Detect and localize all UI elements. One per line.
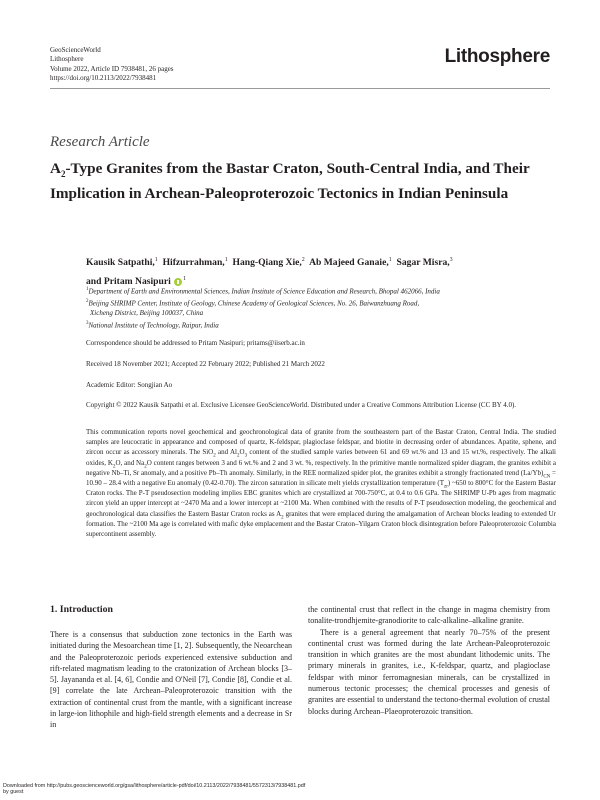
download-user: by guest	[3, 789, 24, 796]
doi-link[interactable]: https://doi.org/10.2113/2022/7938481	[50, 74, 157, 83]
author-name: and Pritam Nasipuri	[86, 276, 171, 288]
title-rest: -Type Granites from the Bastar Craton, South-Central India, and Their Implication in Archean-Paleoproterozoic Tectonics in Indian Peninsula	[50, 160, 530, 203]
abstract-text: O content ranges between 3 and 6 wt.% and 2 and 3 wt. %, respectively. In the primitive mantle normalized spider diagram, the granites exhibit a negative Nb–Ti, Sr anomaly, and a positive Pb–Th anomaly. Similarly, in the REE normalized spider plot, the granites exhibit a strongly fractionated trend (La/Yb)	[86, 458, 556, 477]
body-paragraph: the continental crust that reflect in the change in magma chemistry from tonalite-trondhjemite-granodiorite to calc-alkaline–alkaline granite.	[308, 605, 550, 626]
correspondence: Correspondence should be addressed to Pritam Nasipuri; pritams@iiserb.ac.in	[86, 339, 305, 347]
journal-meta	[50, 46, 174, 84]
abstract-subscript: CN	[543, 474, 551, 480]
abstract-subscript: 2	[237, 453, 240, 459]
title-subscript: 2	[60, 169, 66, 180]
body-paragraph: There is a general agreement that nearly 70–75% of the present continental crust was formed during the late Archean-Paleoproterozoic transition in which granites are the most abundant lithodemic units. The primary minerals in granites, i.e., K-feldspar, quartz, and plagioclase feldspar with minor ferromagnesian minerals, can be crystallized in numerous tectonic processes; the chemical processes and genesis of granites are essential to understand the tectono-thermal evolution of crustal blocks during Archean–Plaeoproterozoic transition.	[308, 627, 550, 716]
affil-text: National Institute of Technology, Raipur, India	[88, 321, 219, 330]
abstract-subscript: 3	[244, 453, 248, 459]
abstract-text: content of the studied sample varies between 61 and 69 wt.% and 13 and 15 wt.%, respectively. The alkali oxides, K	[86, 448, 556, 467]
author-name: Kausik Satpathi,	[86, 257, 155, 269]
affiliation-item	[86, 297, 556, 309]
copyright-notice: Copyright © 2022 Kausik Satpathi et al. Exclusive Licensee GeoScienceWorld. Distributed under a Creative Commons Attribution License (CC BY 4.0).	[86, 401, 517, 409]
abstract-text: This communication reports novel geochemical and geochronological data of granite from the southeastern part of the Bastar Craton, Central India. The studied samples are leucocratic in appearance and composed of quartz, K-feldspar, plagioclase feldspar, and biotite in decreasing order of abundances. Apatite, sphene, and zircon occur as accessory minerals. The SiO	[86, 428, 556, 457]
author-name: Hang-Qiang Xie,	[232, 257, 302, 269]
abstract-subscript: 2	[281, 515, 284, 521]
body-paragraph: There is a consensus that subduction zone tectonics in the Earth was initiated during the Mesoarchean time [1, 2]. Subsequently, the Neoarchean and the Paleoproterozoic periods experienced extensive subduction and rift-related magmatism leading to the cratonization of Archean blocks [3–5]. Jayananda et al. [4, 6], Condie and O'Neil [7], Condie [8], Condie et al. [9] correlate the late Archean–Paleoproterozoic transition with the extraction of continental crust from the mantle, with a significant increase in large-ion lithophile and high-field strength elements and a decrease in Sr in	[50, 630, 292, 730]
abstract-subscript: 2	[213, 453, 216, 459]
affil-num: 1	[86, 287, 89, 292]
title-a: A	[50, 160, 61, 177]
affil-num: 3	[86, 320, 89, 326]
article-type: Research Article	[50, 134, 150, 150]
abstract-subscript: 2	[112, 464, 116, 469]
author-name: Ab Majeed Ganaie,	[309, 257, 389, 269]
author-affil-num: 1	[183, 276, 187, 283]
author-affil-num: 1	[388, 257, 392, 263]
author-affil-num: 2	[301, 257, 305, 263]
abstract	[86, 427, 556, 539]
abstract-text: and Al	[215, 448, 237, 457]
section-heading-introduction: 1. Introduction	[50, 604, 113, 615]
author-name: Hifzurrahman,	[162, 257, 225, 269]
affil-text: Department of Earth and Environmental Sciences, Indian Institute of Science Education and Research, Bhopal 462066, India	[88, 287, 440, 296]
affil-text: Xicheng District, Beijing 100037, China	[90, 309, 204, 318]
abstract-text: O, and Na	[115, 458, 145, 467]
download-footer	[3, 783, 305, 796]
affil-num: 2	[86, 298, 89, 304]
abstract-subscript: 2	[144, 464, 147, 469]
header-divider	[50, 88, 550, 89]
academic-editor: Academic Editor: Songjian Ao	[86, 381, 173, 389]
abstract-subscript: zr	[443, 484, 448, 490]
body-column-left	[50, 629, 292, 731]
abstract-text: O	[239, 448, 245, 457]
author-name: Sagar Misra,	[396, 257, 450, 269]
affiliations	[86, 285, 556, 331]
journal-logo: Lithosphere	[444, 46, 550, 67]
abstract-text: ) ~650 to 800°C for the Eastern Bastar Craton rocks. The P-T pseudosection modeling implies EBC granites which are crystallized at 700-750°C, at 0.4 to 0.6 GPa. The SHRIMP U-Pb ages from magmatic zircon yield an upper intercept at ~2470 Ma and a lower intercept at ~2100 Ma. When combined with the results of P-T pseudosection modeling, the geochemical and geochronological data classifies the Eastern Bastar Craton rocks as A	[86, 479, 556, 518]
publisher-name: GeoScienceWorld	[50, 46, 101, 54]
affiliation-item-cont	[86, 308, 556, 318]
download-source-link[interactable]: Downloaded from http://pubs.geoscienceworld.org/gsa/lithosphere/article-pdf/doi/10.2113/2022/7938481/5572313/7938481.pdf	[3, 783, 306, 789]
affil-text: Beijing SHRIMP Center, Institute of Geology, Chinese Academy of Geological Sciences, No. 26, Baiwanzhuang Road,	[88, 299, 420, 308]
article-title	[50, 159, 560, 203]
author-affil-num: 3	[449, 257, 453, 263]
affiliation-item	[86, 319, 556, 331]
article-dates: Received 18 November 2021; Accepted 22 February 2022; Published 21 March 2022	[86, 360, 325, 368]
affiliation-item	[86, 285, 556, 297]
abstract-text: = 10.90 – 28.4 with a negative Eu anomaly (0.42-0.70). The zircon saturation in silicate melt yields crystallization temperature (T	[86, 468, 557, 488]
author-affil-num: 1	[154, 257, 158, 263]
volume-info: Volume 2022, Article ID 7938481, 26 pages	[50, 64, 174, 73]
journal-name: Lithosphere	[50, 55, 84, 64]
author-affil-num: 1	[224, 257, 228, 263]
body-column-right	[308, 604, 550, 717]
abstract-text: granites that were emplaced during the amalgamation of Archean blocks leading to extended Ur formation. The ~2100 Ma age is correlated with mafic dyke emplacement and the Bastar Craton–Yilgarn Craton block disintegration before Paleoproterozoic Columbia supercontinent assembly.	[86, 509, 556, 539]
